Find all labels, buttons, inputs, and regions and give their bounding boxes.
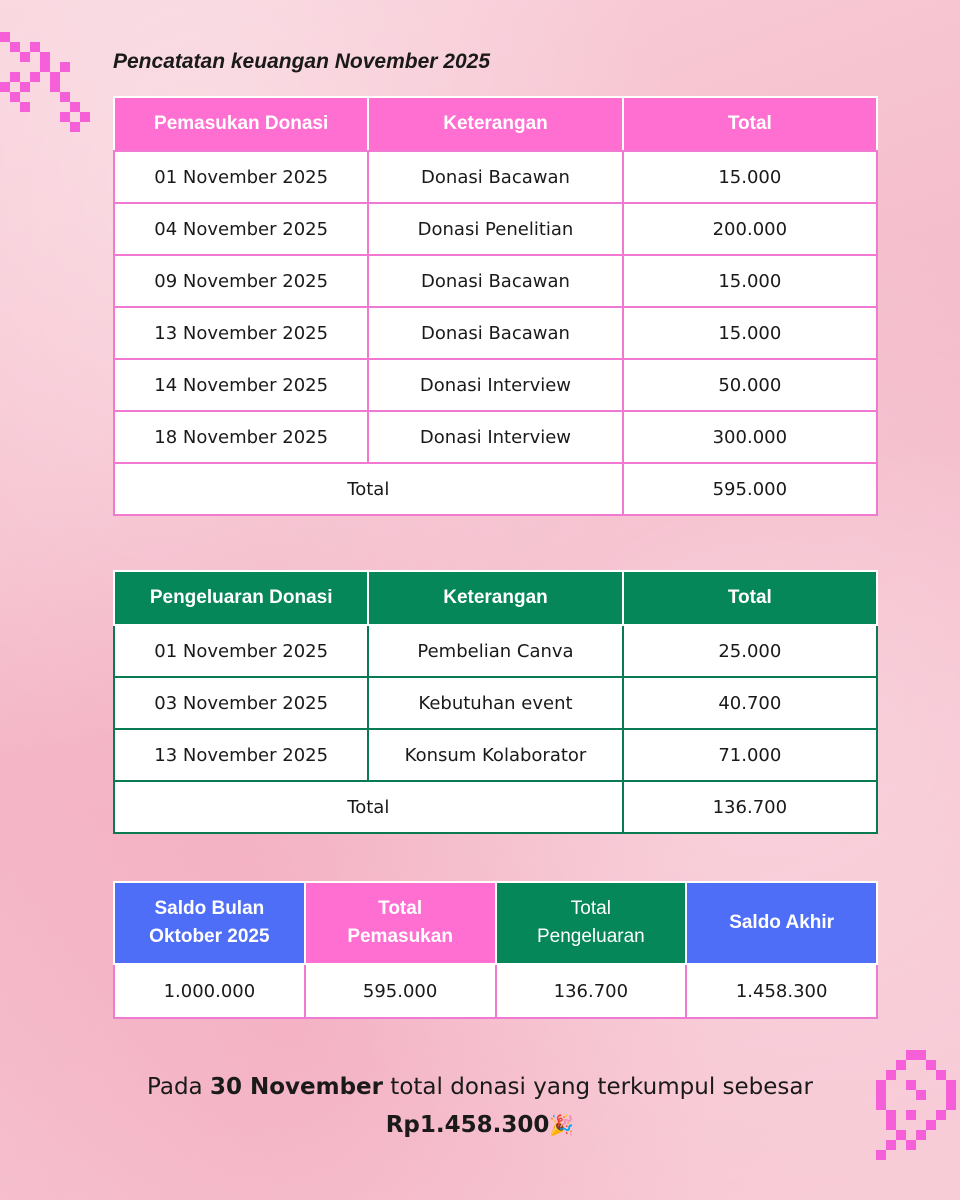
expense-header-description: Keterangan: [368, 571, 622, 625]
income-table: [113, 96, 878, 516]
expense-date-cell: 03 November 2025: [114, 677, 368, 729]
summary-header-total-income: [305, 882, 496, 964]
summary-table: [113, 881, 878, 1019]
expense-header-date: Pengeluaran Donasi: [114, 571, 368, 625]
summary-header-total-expense: [496, 882, 687, 964]
summary-header-previous-balance: [114, 882, 305, 964]
expense-amount-cell: 71.000: [623, 729, 877, 781]
income-total-label: Total: [114, 463, 623, 515]
table-row: [114, 729, 877, 781]
summary-header-total-expense-label: Total Pengeluaran: [536, 898, 645, 947]
expense-total-row: [114, 781, 877, 833]
income-amount-cell: 15.000: [623, 307, 877, 359]
expense-description-cell: Kebutuhan event: [368, 677, 622, 729]
income-date-cell: 13 November 2025: [114, 307, 368, 359]
income-date-cell: 04 November 2025: [114, 203, 368, 255]
table-row: [114, 203, 877, 255]
income-date-cell: 01 November 2025: [114, 151, 368, 203]
table-row: [114, 151, 877, 203]
expense-total-value: 136.700: [623, 781, 877, 833]
income-date-cell: 09 November 2025: [114, 255, 368, 307]
expense-date-cell: 13 November 2025: [114, 729, 368, 781]
income-header-description: Keterangan: [368, 97, 622, 151]
income-description-cell: Donasi Interview: [368, 411, 622, 463]
summary-header-previous-balance-label: Saldo Bulan Oktober 2025: [149, 898, 270, 947]
income-date-cell: 18 November 2025: [114, 411, 368, 463]
table-row: [114, 255, 877, 307]
income-header-total: Total: [623, 97, 877, 151]
income-description-cell: Donasi Penelitian: [368, 203, 622, 255]
income-description-cell: Donasi Bacawan: [368, 255, 622, 307]
table-row: [114, 307, 877, 359]
footer-prefix: Pada: [147, 1074, 210, 1100]
summary-header-total-income-label: Total Pemasukan: [347, 898, 453, 947]
income-total-value: 595.000: [623, 463, 877, 515]
summary-header-row: [114, 882, 877, 964]
expense-description-cell: Pembelian Canva: [368, 625, 622, 677]
income-description-cell: Donasi Interview: [368, 359, 622, 411]
income-amount-cell: 15.000: [623, 255, 877, 307]
income-description-cell: Donasi Bacawan: [368, 307, 622, 359]
pixel-scribble-top-left-icon: [0, 20, 100, 140]
income-amount-cell: 300.000: [623, 411, 877, 463]
expense-header-total: Total: [623, 571, 877, 625]
footer-date: 30 November: [209, 1074, 383, 1100]
summary-values-row: [114, 964, 877, 1018]
expense-date-cell: 01 November 2025: [114, 625, 368, 677]
expense-amount-cell: 25.000: [623, 625, 877, 677]
summary-header-final-balance-label: Saldo Akhir: [729, 912, 835, 934]
income-date-cell: 14 November 2025: [114, 359, 368, 411]
expense-header-row: [114, 571, 877, 625]
table-row: [114, 411, 877, 463]
income-amount-cell: 50.000: [623, 359, 877, 411]
summary-header-final-balance: [686, 882, 877, 964]
table-row: [114, 677, 877, 729]
expense-table: [113, 570, 878, 834]
expense-description-cell: Konsum Kolaborator: [368, 729, 622, 781]
footer-middle: total donasi yang terkumpul sebesar: [383, 1074, 813, 1100]
table-row: [114, 359, 877, 411]
page-title: Pencatatan keuangan November 2025: [113, 50, 490, 73]
table-row: [114, 625, 877, 677]
expense-total-label: Total: [114, 781, 623, 833]
expense-amount-cell: 40.700: [623, 677, 877, 729]
income-header-date: Pemasukan Donasi: [114, 97, 368, 151]
footer-amount: Rp1.458.300: [385, 1112, 550, 1138]
income-amount-cell: 200.000: [623, 203, 877, 255]
income-total-row: [114, 463, 877, 515]
summary-final-balance-value: 1.458.300: [686, 964, 877, 1018]
summary-previous-balance-value: 1.000.000: [114, 964, 305, 1018]
summary-total-income-value: 595.000: [305, 964, 496, 1018]
income-header-row: [114, 97, 877, 151]
footer-note: [0, 1068, 960, 1144]
income-amount-cell: 15.000: [623, 151, 877, 203]
income-description-cell: Donasi Bacawan: [368, 151, 622, 203]
summary-total-expense-value: 136.700: [496, 964, 687, 1018]
party-popper-icon: 🎉: [549, 1113, 575, 1137]
